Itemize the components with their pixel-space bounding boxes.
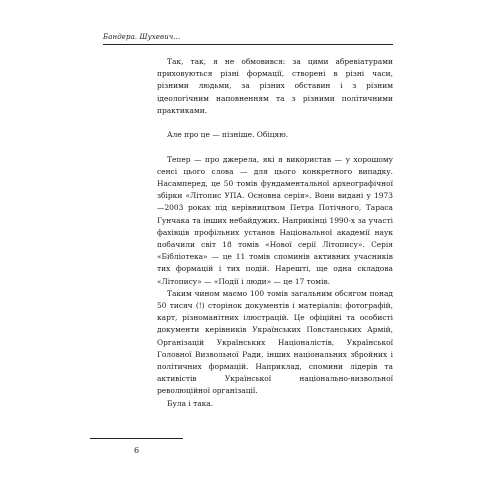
running-head: Бандера. Шухевич... [103,33,181,41]
body-text [157,56,393,410]
page-number: 6 [133,446,140,455]
paragraph: Була і така. [167,398,214,408]
paragraph: Тепер — про джерела, які я використав — у хорошому сенсі цього слова — для цього конкретного випадку. Насамперед, це 50 томів фундаментальної археографічної збірки «Літопис УПА. Основна серія». Вони видані у 1973—2003 роках під керівництвом Петра Потічного, Тараса Гунчака та інших небайдужих. Наприкінці 1990-х за участі фахівців профільних установ Національної академії наук побачили світ 18 томів «Нової серії Літопису». Серія «Бібліотека» — це 11 томів споминів активних учасників тих формацій і тих подій. Нарешті, ще одна складова «Літопису» — «Події і люди» — це 17 томів. [157,154,393,286]
header-rule [103,44,393,45]
footer-rule [90,438,183,439]
paragraph: Так, так, я не обмовився: за цими абревіатурами приховуються різні формації, створені в різні часи, різними людьми, за різних обставин і з різним ідеологічним наповненням та з різними політичними практиками. [157,57,393,115]
paragraph: Таким чином маємо 100 томів загальним обсягом понад 50 тисяч (!) сторінок документів і матеріалів: фотографій, карт, різноманітних ілюстрацій. Це офіційні та особисті документи керівників Українських Повстанських Армій, Організацій Українських Націоналістів, Української Головної Визвольної Ради, інших національних збройних і політичних формацій. Наприклад, спомини лідерів та активістів Української національно-визвольної революційної організації. [157,288,393,396]
paragraph: Але про це — пізніше. Обіцяю. [167,130,289,140]
